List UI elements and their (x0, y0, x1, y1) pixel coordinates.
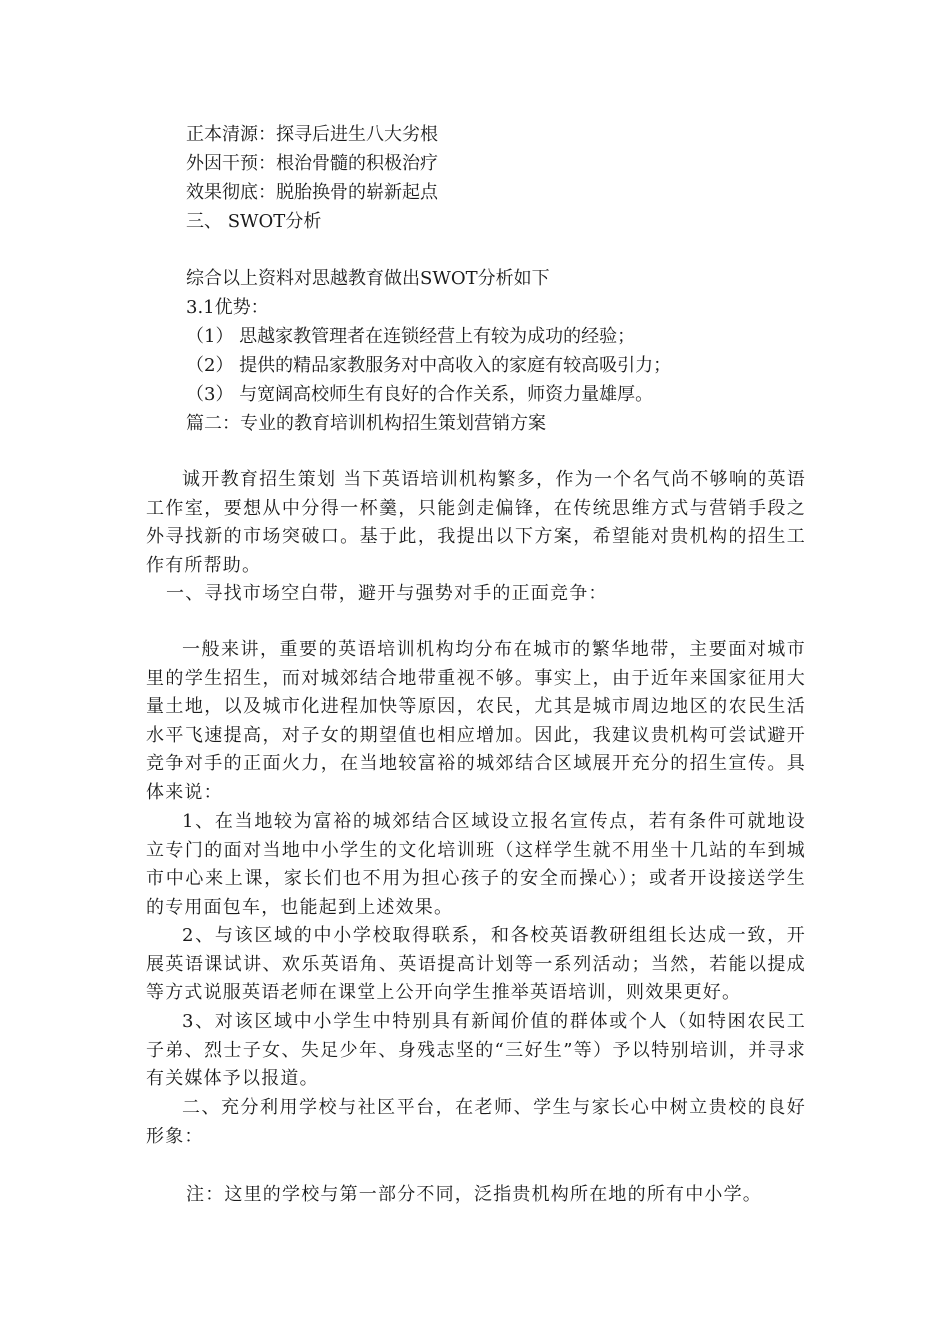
subheading-1: 一、寻找市场空白带，避开与强势对手的正面竞争： (166, 583, 608, 604)
section-heading: 三、 SWOT分析 (186, 211, 322, 232)
strength-item: （2） 提供的精品家教服务对中高收入的家庭有较高吸引力； (186, 355, 672, 376)
swot-intro: 综合以上资料对思越教育做出SWOT分析如下 (186, 268, 550, 289)
note: 注：这里的学校与第一部分不同，泛指贵机构所在地的所有中小学。 (186, 1184, 762, 1205)
part-title: 篇二：专业的教育培训机构招生策划营销方案 (186, 413, 546, 434)
intro-list-item: 效果彻底：脱胎换骨的崭新起点 (186, 182, 438, 203)
list-item-1: 1、在当地较为富裕的城郊结合区域设立报名宣传点，若有条件可就地设立专门的面对当地中小学生的文化培训班（这样学生就不用坐十几站的车到城市中心来上课，家长们也不用为担心孩子的安全而操心）；或者开设接送学生的专用面包车，也能起到上述效果。 (146, 811, 806, 918)
strengths-heading: 3.1优势： (186, 297, 269, 318)
strength-item: （3） 与宽阔高校师生有良好的合作关系，师资力量雄厚。 (186, 384, 654, 405)
intro-paragraph: 诚开教育招生策划 当下英语培训机构繁多，作为一个名气尚不够响的英语工作室，要想从中分得一杯羹，只能剑走偏锋，在传统思维方式与营销手段之外寻找新的市场突破口。基于此，我提出以下方案，希望能对贵机构的招生工作有所帮助。 (146, 469, 806, 576)
list-item-3: 3、对该区域中小学生中特别具有新闻价值的群体或个人（如特困农民工子弟、烈士子女、失足少年、身残志坚的“三好生”等）予以特别培训，并寻求有关媒体予以报道。 (146, 1011, 806, 1089)
body-paragraph-1: 一般来讲，重要的英语培训机构均分布在城市的繁华地带，主要面对城市里的学生招生，而对城郊结合地带重视不够。事实上，由于近年来国家征用大量土地，以及城市化进程加快等原因，农民，尤其是城市周边地区的农民生活水平飞速提高，对子女的期望值也相应增加。因此，我建议贵机构可尝试避开竞争对手的正面火力，在当地较富裕的城郊结合区域展开充分的招生宣传。具体来说： (146, 639, 806, 803)
subheading-2: 二、充分利用学校与社区平台，在老师、学生与家长心中树立贵校的良好形象： (146, 1097, 806, 1147)
strength-item: （1） 思越家教管理者在连锁经营上有较为成功的经验； (186, 326, 636, 347)
intro-list-item: 正本清源：探寻后进生八大劣根 (186, 124, 438, 145)
list-item-2: 2、与该区域的中小学校取得联系，和各校英语教研组组长达成一致，开展英语课试讲、欢乐英语角、英语提高计划等一系列活动；当然，若能以提成等方式说服英语老师在课堂上公开向学生推举英语培训，则效果更好。 (146, 925, 806, 1003)
intro-list-item: 外因干预：根治骨髓的积极治疗 (186, 153, 438, 174)
